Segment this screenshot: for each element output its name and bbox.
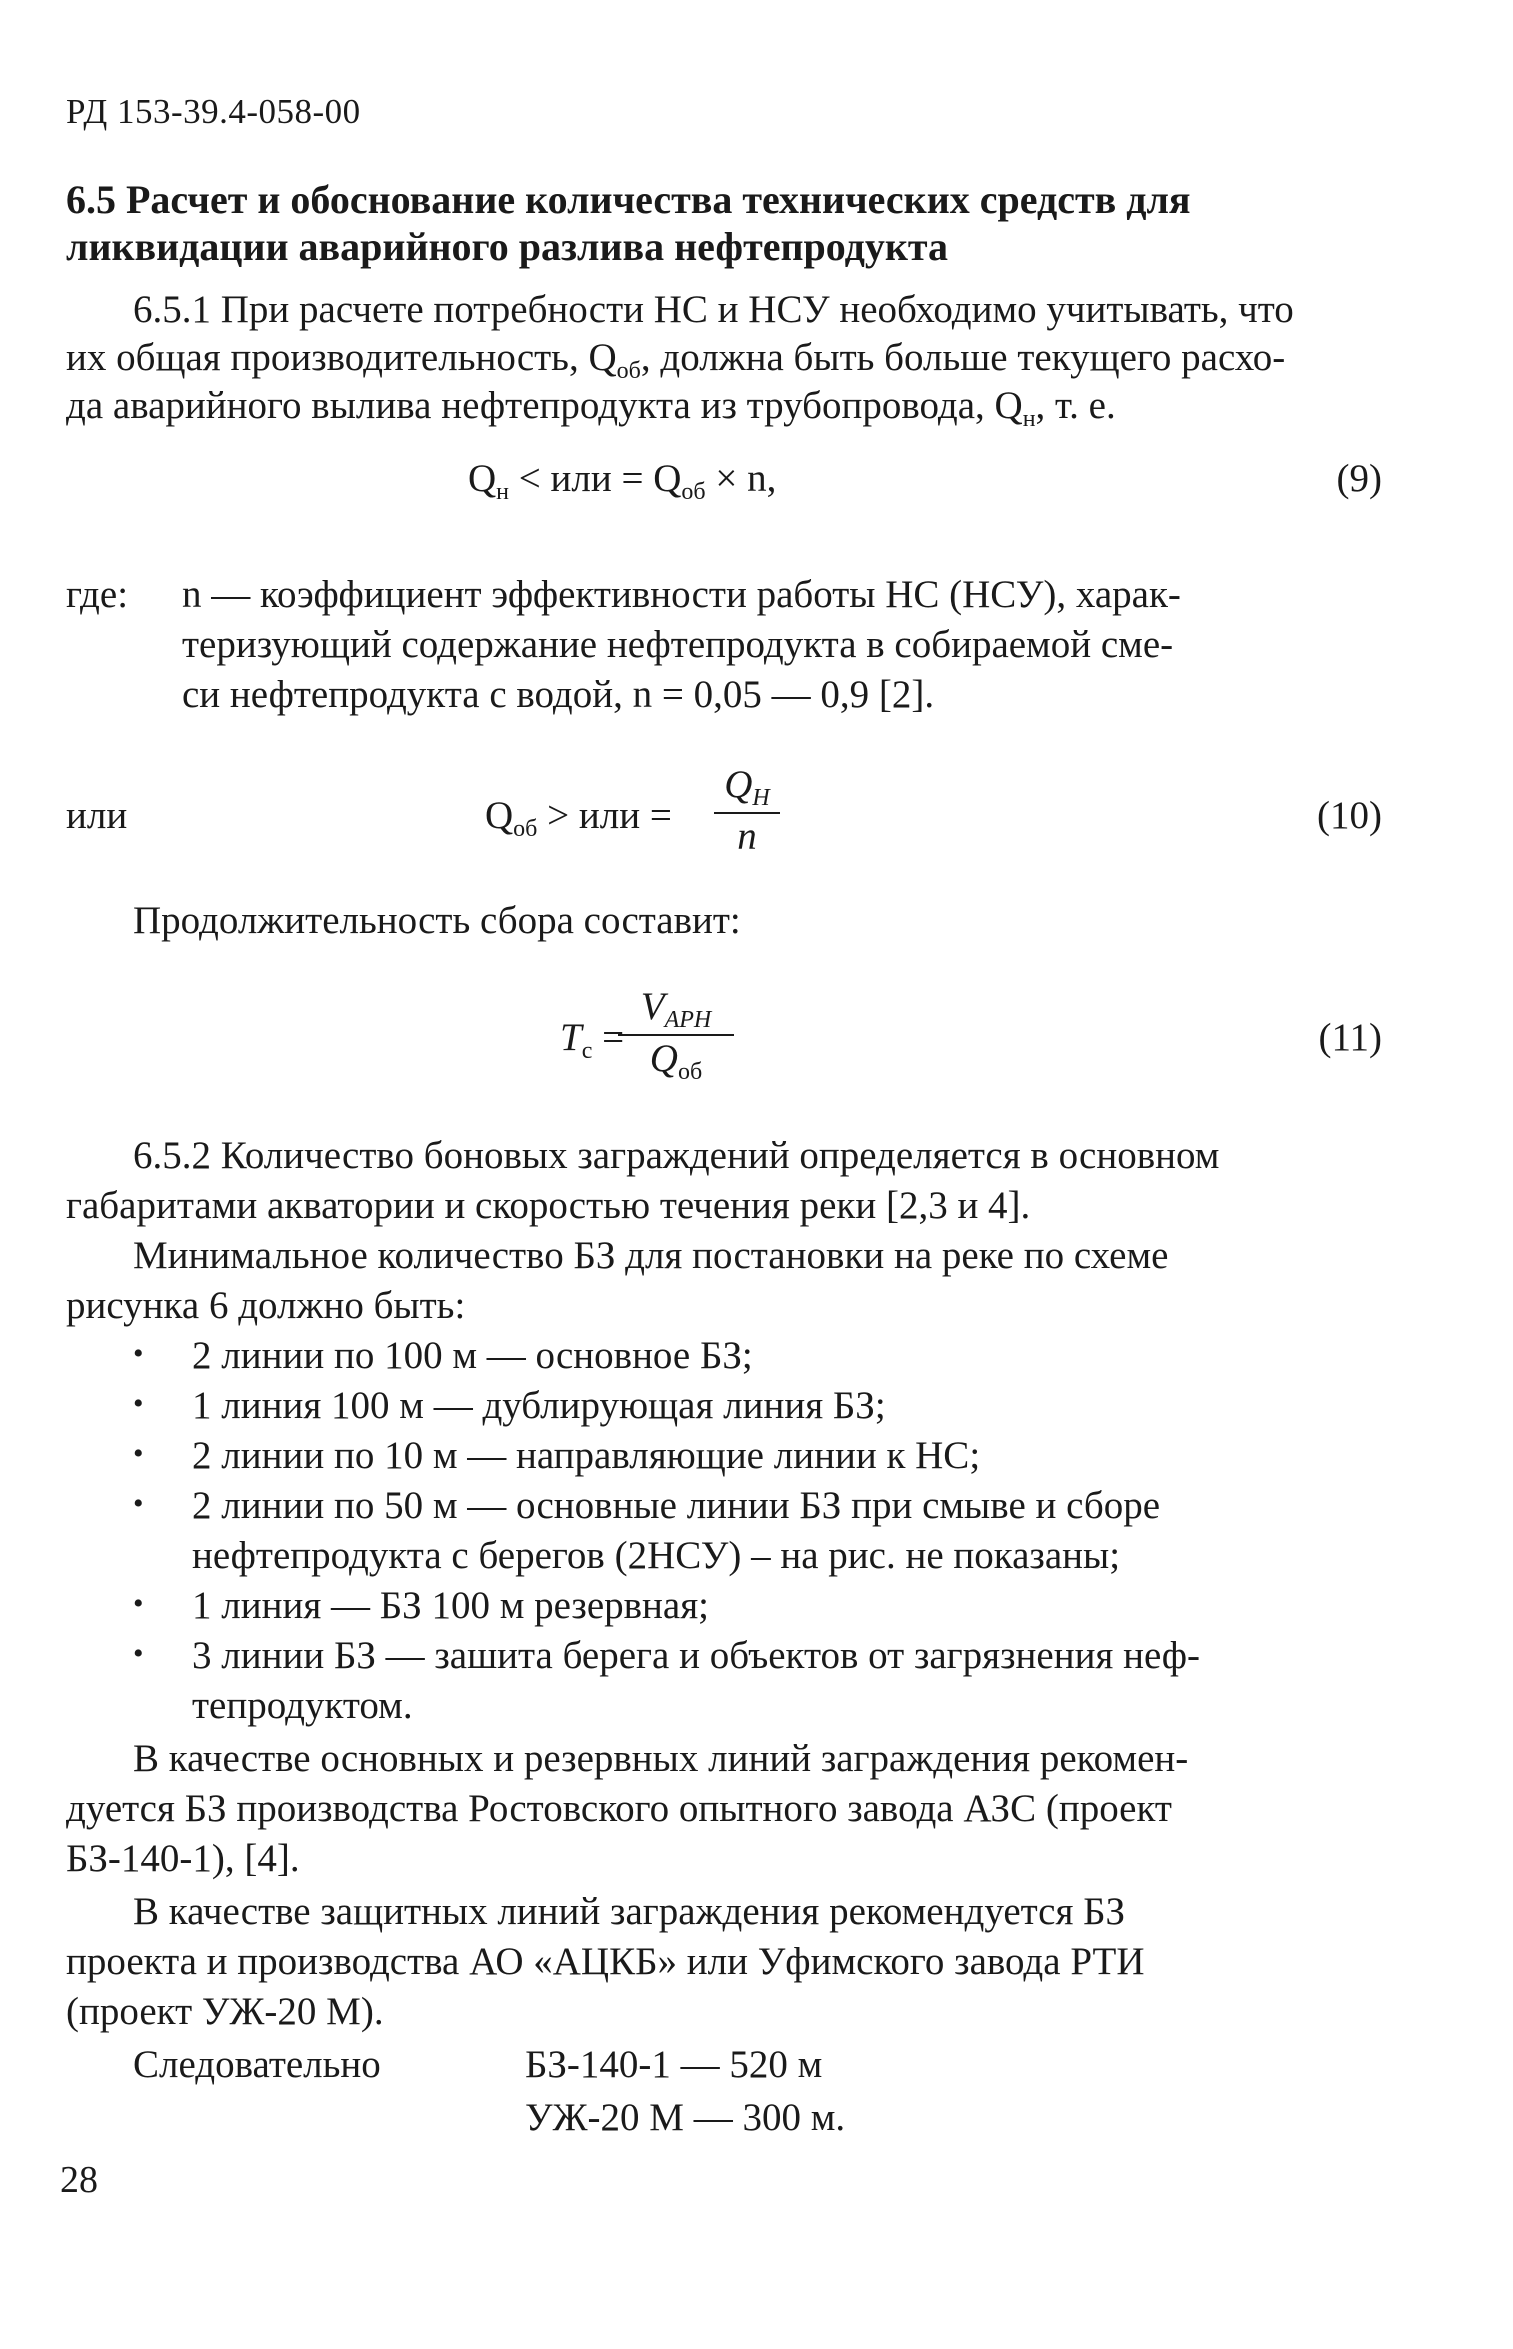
equation-11-number: (11) [1318,1016,1382,1059]
section-heading-line1: 6.5 Расчет и обоснование количества технических средств для [66,177,1191,222]
p652-line1: 6.5.2 Количество боновых заграждений определяется в основном [133,1134,1220,1177]
where-line3: си нефтепродукта с водой, n = 0,05 — 0,9 [2]. [182,673,935,716]
list-item: 2 линии по 50 м — основные линии БЗ при смыве и сборе [192,1484,1161,1527]
rec1-line1: В качестве основных и резервных линий заграждения рекомен- [133,1737,1189,1780]
equation-10-fraction: $Q_Н$ n [714,762,780,859]
where-label: где: [66,573,129,616]
rec2-line3: (проект УЖ-20 М). [66,1990,384,2033]
p651-line2: их общая производительность, $Q_{об}$, должна быть больше текущего расхо- [66,336,1286,384]
or-label: или [66,794,128,837]
list-item-continuation: нефтепродукта с берегов (2НСУ) – на рис. не показаны; [192,1534,1121,1577]
equation-10-left: $Q_{об}$ > или = [485,794,672,842]
p652-line2: габаритами акватории и скоростью течения реки [2,3 и 4]. [66,1184,1031,1227]
page-number: 28 [60,2159,98,2201]
rec2-line1: В качестве защитных линий заграждения рекомендуется БЗ [133,1890,1126,1933]
equation-11-fraction: $V_{АРН}$ $Q_{об}$ [618,984,734,1086]
rec1-line2: дуется БЗ производства Ростовского опытного завода АЗС (проект [66,1787,1172,1830]
p651-line1: 6.5.1 При расчете потребности НС и НСУ необходимо учитывать, что [133,288,1294,331]
section-heading-line2: ликвидации аварийного разлива нефтепродукта [66,224,949,269]
summary-item-2: УЖ-20 М — 300 м. [525,2096,846,2139]
p651-line3: да аварийного вылива нефтепродукта из трубопровода, $Q_н$, т. е. [66,384,1116,432]
bullet-mark: • [133,1637,144,1670]
where-line2: теризующий содержание нефтепродукта в собираемой сме- [182,623,1174,666]
equation-10-number: (10) [1317,794,1382,837]
list-item: 2 линии по 10 м — направляющие линии к НС; [192,1434,981,1477]
duration-text: Продолжительность сбора составит: [133,899,741,942]
document-code: РД 153-39.4-058-00 [66,92,361,131]
list-item: 1 линия — БЗ 100 м резервная; [192,1584,709,1627]
bullet-mark: • [133,1387,144,1420]
summary-item-1: БЗ-140-1 — 520 м [525,2043,823,2086]
list-item: 3 линии БЗ — зашита берега и объектов от загрязнения неф- [192,1634,1201,1677]
list-item: 2 линии по 100 м — основное БЗ; [192,1334,753,1377]
bullet-mark: • [133,1337,144,1370]
bullet-mark: • [133,1587,144,1620]
min-text-line2: рисунка 6 должно быть: [66,1284,466,1327]
where-line1: n — коэффициент эффективности работы НС (НСУ), харак- [182,573,1181,616]
list-item-continuation: тепродуктом. [192,1684,413,1727]
bullet-mark: • [133,1487,144,1520]
summary-label: Следовательно [133,2043,381,2086]
list-item: 1 линия 100 м — дублирующая линия БЗ; [192,1384,886,1427]
min-text-line1: Минимальное количество БЗ для постановки на реке по схеме [133,1234,1169,1277]
equation-9: $Q_н$ < или = $Q_{об} \times n$, [468,457,777,505]
rec1-line3: БЗ-140-1), [4]. [66,1837,300,1880]
equation-11-lhs: $T_с$ = [560,1016,625,1064]
equation-9-number: (9) [1336,457,1382,500]
bullet-mark: • [133,1437,144,1470]
rec2-line2: проекта и производства АО «АЦКБ» или Уфимского завода РТИ [66,1940,1145,1983]
